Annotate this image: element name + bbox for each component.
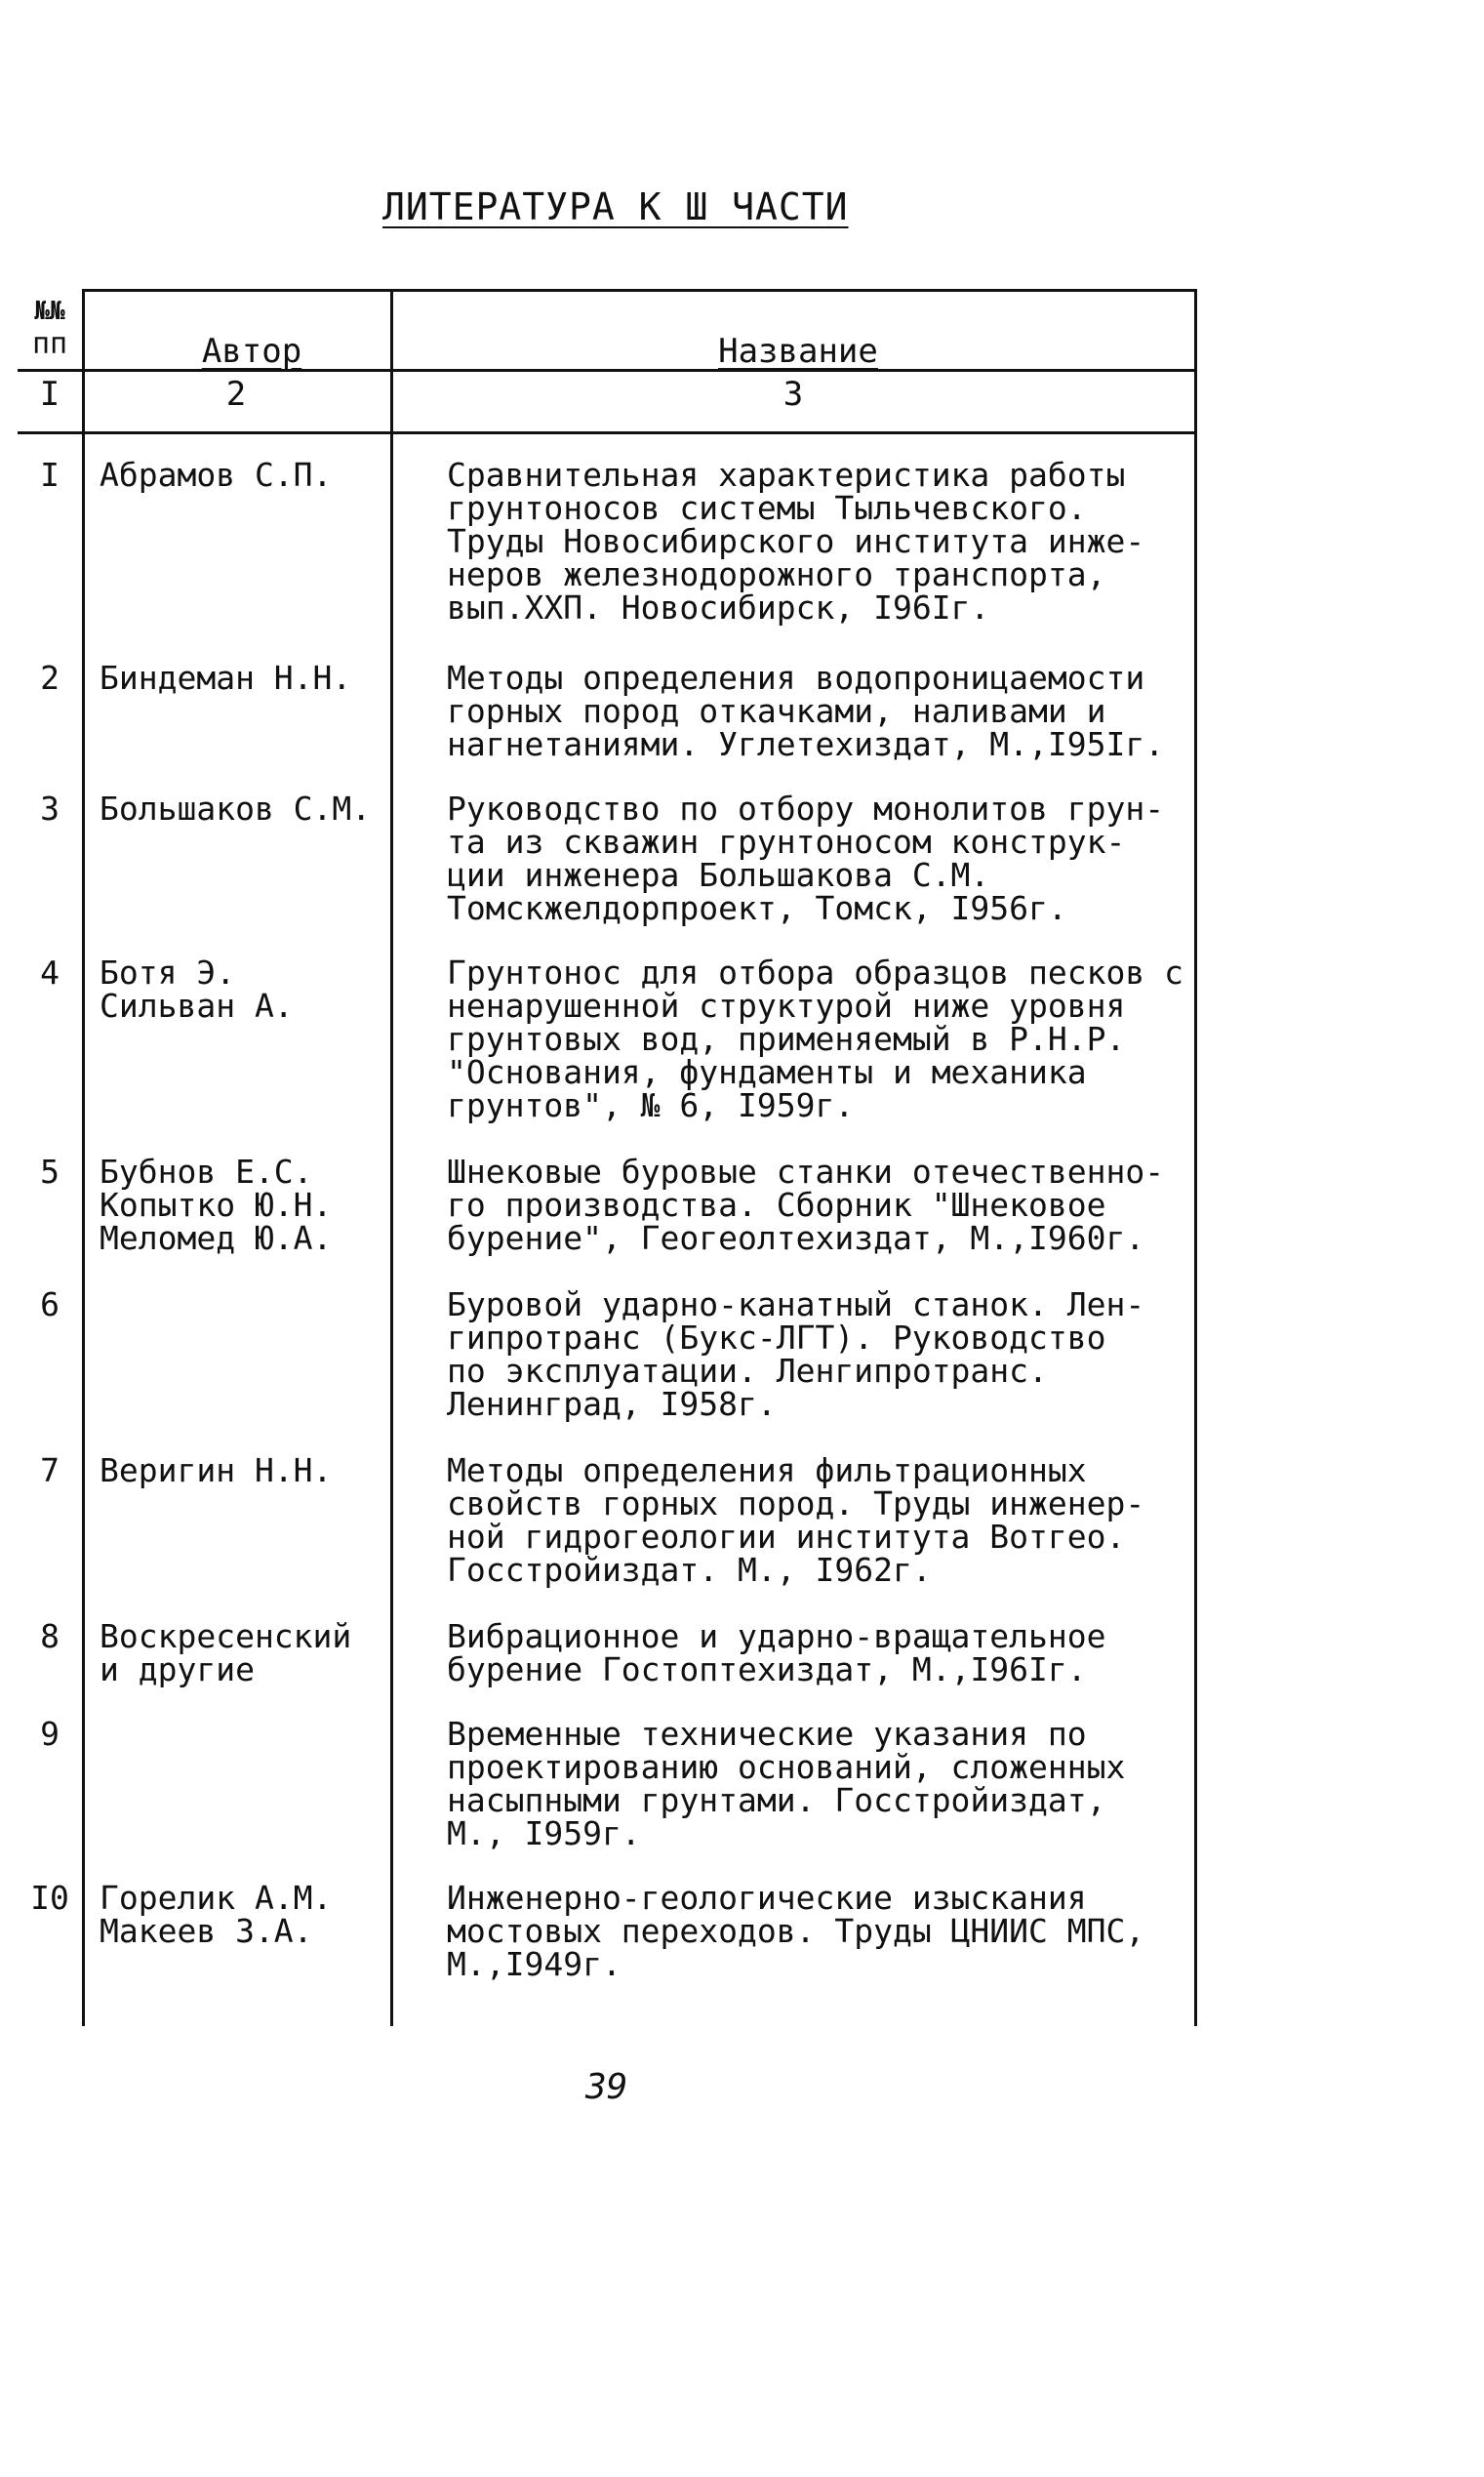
header-number	[18, 295, 82, 361]
row-number: 2	[40, 659, 60, 697]
row-reference: Методы определения фильтрационных свойств горных пород. Труды инженер- ной гидрогеологии института Вотгео. Госстройиздат. М., I962г.	[447, 1451, 1145, 1589]
header-number-symbol: №№	[34, 297, 65, 326]
row-number: 8	[40, 1617, 60, 1655]
column-number-2: 2	[225, 375, 247, 414]
column-number-3: 3	[782, 375, 804, 414]
row-number: 4	[40, 954, 60, 992]
row-author: Горелик А.М. Макеев З.А.	[100, 1879, 333, 1950]
row-reference: Руководство по отбору монолитов грун- та из скважин грунтоносом конструк- ции инженера Большакова С.М. Томскжелдорпроект, Томск, I956г.	[447, 790, 1165, 927]
row-number: 6	[40, 1285, 60, 1323]
page-number: 39	[585, 2067, 628, 2107]
row-reference: Грунтонос для отбора образцов песков с ненарушенной структурой ниже уровня грунтовых вод, применяемый в Р.Н.Р. "Основания, фундаменты и механика грунтов", № 6, I959г.	[447, 954, 1183, 1124]
row-author: Биндеман Н.Н.	[100, 659, 352, 697]
row-number: 3	[40, 790, 60, 828]
row-reference: Временные технические указания по проектированию оснований, сложенных насыпными грунтами. Госстройиздат, М., I959г.	[447, 1715, 1126, 1852]
row-reference: Шнековые буровые станки отечественно- го производства. Сборник "Шнековое бурение", Геогеолтехиздат, М.,I960г.	[447, 1153, 1165, 1257]
row-reference: Буровой ударно-канатный станок. Лен- гипротранс (Букс-ЛГТ). Руководство по эксплуатации. Ленгипротранс. Ленинград, I958г.	[447, 1285, 1145, 1423]
row-number: 7	[40, 1451, 60, 1489]
row-number: I	[40, 456, 60, 494]
row-reference: Сравнительная характеристика работы грунтоносов системы Тыльчевского. Труды Новосибирского института инже- неров железнодорожного транспорта, вып.ХХП. Новосибирск, I96Iг.	[447, 456, 1145, 627]
header-title: Название	[718, 332, 878, 371]
header-number-label: пп	[31, 327, 68, 361]
row-author: Бубнов Е.С. Копытко Ю.Н. Меломед Ю.А.	[100, 1153, 333, 1257]
row-author: Большаков С.М.	[100, 790, 372, 828]
row-number: 9	[40, 1715, 60, 1753]
row-number: I0	[30, 1879, 69, 1917]
row-author: Веригин Н.Н.	[100, 1451, 333, 1489]
column-number-1: I	[39, 375, 60, 414]
table-top-rule	[82, 289, 1196, 292]
row-reference: Инженерно-геологические изыскания мостовых переходов. Труды ЦНИИС МПС, М.,I949г.	[447, 1879, 1145, 1983]
row-reference: Методы определения водопроницаемости горных пород откачками, наливами и нагнетаниями. Углетехиздат, М.,I95Iг.	[447, 659, 1165, 763]
row-number: 5	[40, 1153, 60, 1191]
row-reference: Вибрационное и ударно-вращательное бурение Гостоптехиздат, М.,I96Iг.	[447, 1617, 1106, 1688]
row-author: Абрамов С.П.	[100, 456, 333, 494]
page-title: ЛИТЕРАТУРА К Ш ЧАСТИ	[382, 185, 849, 228]
row-author: Ботя Э. Сильван А.	[100, 954, 294, 1025]
row-author: Воскресенский и другие	[100, 1617, 352, 1688]
col-divider-1	[82, 289, 85, 2026]
colnum-bottom-rule	[18, 431, 1196, 434]
header-author: Автор	[201, 332, 302, 371]
